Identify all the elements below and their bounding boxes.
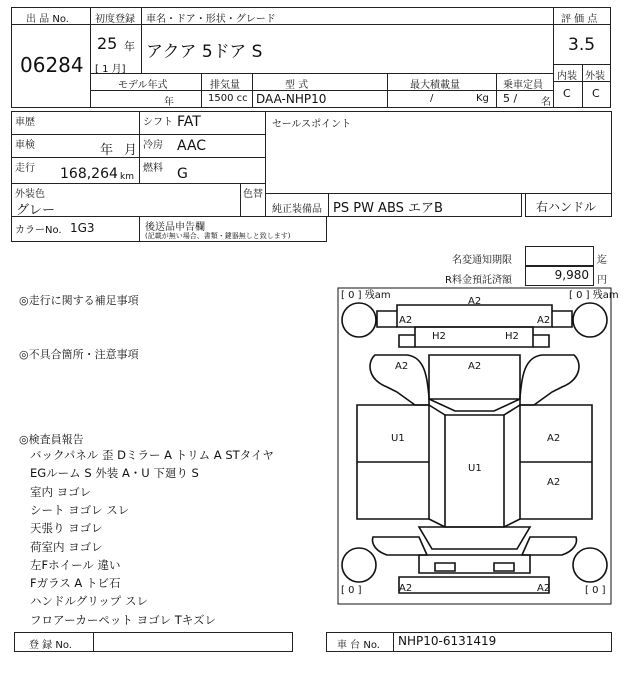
exterior-label-cell <box>582 64 611 82</box>
exterior-cell <box>582 81 611 108</box>
color-no: 1G3 <box>70 221 95 235</box>
rear-bumper <box>397 305 552 327</box>
reg-cell <box>93 632 293 652</box>
tire-label-rl: [ 0 ] 残am <box>341 290 391 301</box>
model-type: DAA-NHP10 <box>256 92 327 106</box>
max-load-unit: Kg <box>476 93 489 104</box>
mileage: 168,264 <box>60 166 118 182</box>
mark-right-front: A2 <box>547 433 561 444</box>
capacity-unit: 名 <box>541 97 551 108</box>
fuel-cell <box>139 157 266 184</box>
grade: 3.5 <box>568 35 596 55</box>
recycle: 9,980 <box>554 268 589 282</box>
chassis-no: NHP10-6131419 <box>398 634 497 648</box>
remark-line: Fガラス A トビ石 <box>30 576 121 591</box>
car-name-label: 車名・ドア・形状・グレード <box>146 14 276 25</box>
lot-no-cell <box>11 24 91 108</box>
rear-left-lamp <box>377 311 397 327</box>
reg-label: 登 録 No. <box>29 640 72 651</box>
capacity-cell <box>496 90 554 108</box>
equipment-label-cell <box>265 193 329 217</box>
mark-h2-right: H2 <box>505 331 519 342</box>
equipment-cell <box>328 193 522 217</box>
model-year-unit: 年 <box>164 97 174 108</box>
exterior-label: 外装 <box>585 71 605 82</box>
color-no-label: カラーNo. <box>15 225 62 236</box>
name-change-label: 名変通知期限 <box>452 255 512 266</box>
grade-cell <box>553 24 611 65</box>
first-reg-label-cell <box>90 7 142 25</box>
mark-rear-right: A2 <box>537 315 551 326</box>
interior-label: 内装 <box>557 71 577 82</box>
remark-line: 左Fホイール 違い <box>30 557 121 572</box>
shift: FAT <box>177 114 201 130</box>
lot-no-label-cell <box>11 7 91 25</box>
history-label: 車歴 <box>15 117 35 128</box>
tire-front-left <box>342 548 376 582</box>
max-load-cell <box>387 90 497 108</box>
color: グレー <box>16 203 56 218</box>
doc-note: (記載が無い場合、書類・鍵器無しと致します) <box>145 232 291 240</box>
tire-front-right <box>573 548 607 582</box>
lot-no-label: 出 品 No. <box>26 14 69 25</box>
lot-no: 06284 <box>20 53 84 77</box>
front-left-fender <box>373 537 427 555</box>
mark-right-rear: A2 <box>547 477 561 488</box>
tire-rear-left <box>342 303 376 337</box>
interior-label-cell <box>553 64 583 82</box>
remark-line: バックパネル 歪 Dミラー A トリム A STタイヤ <box>30 448 274 462</box>
defect-notes-label: ◎不具合箇所・注意事項 <box>19 348 139 361</box>
grade-label-cell <box>553 7 611 25</box>
first-reg-cell <box>90 24 142 74</box>
windshield <box>419 527 530 549</box>
sales-point-cell <box>265 111 612 194</box>
name-change-field <box>525 246 594 266</box>
first-reg-label: 初度登録 <box>95 14 135 25</box>
mileage-cell <box>11 157 140 184</box>
ac-cell <box>139 134 266 158</box>
tire-label-fr: [ 0 ] <box>585 585 606 596</box>
sales-point-label: セールスポイント <box>272 119 352 130</box>
remark-line: EGルーム S 外装 A・U 下廻り S <box>30 466 199 481</box>
repaint-cell <box>240 183 266 217</box>
equipment: PS PW ABS エアB <box>333 201 443 216</box>
remark-line: シート ヨゴレ スレ <box>30 502 130 517</box>
chassis-label-cell <box>326 632 394 652</box>
reg-label-cell <box>14 632 94 652</box>
max-load-label: 最大積載量 <box>410 80 460 91</box>
capacity-label: 乗車定員 <box>503 80 543 91</box>
diagram-labels <box>341 289 619 596</box>
fuel-label: 燃料 <box>143 163 163 174</box>
car-name-cell <box>141 24 554 74</box>
fuel: G <box>177 166 188 182</box>
displacement-label: 排気量 <box>210 80 240 91</box>
doc-label: 後送品申告欄 <box>145 222 205 233</box>
remark-line: 荷室内 ヨゴレ <box>30 539 103 554</box>
name-change-unit: 迄 <box>597 255 607 266</box>
inspection-label: 車検 <box>15 140 35 151</box>
recycle-label: R料金預託済額 <box>445 275 512 286</box>
mark-upper-center: A2 <box>468 361 482 372</box>
mark-left-door: U1 <box>391 433 405 444</box>
mark-h2-left: H2 <box>432 331 446 342</box>
capacity: 5 / <box>503 92 518 105</box>
steering-cell <box>525 193 612 217</box>
first-reg-year-unit: 年 <box>124 40 135 53</box>
displacement: 1500 cc <box>208 93 248 104</box>
color-cell <box>11 183 241 217</box>
mark-upper-left: A2 <box>395 361 409 372</box>
history-cell <box>11 111 140 135</box>
steering: 右ハンドル <box>536 200 597 214</box>
mileage-label: 走行 <box>15 163 35 174</box>
driving-notes-label: ◎走行に関する補足事項 <box>19 294 139 307</box>
ac-label: 冷房 <box>143 140 163 151</box>
exterior-grade: C <box>592 87 600 100</box>
front-right-fender <box>522 537 576 555</box>
shift-cell <box>139 111 266 135</box>
mark-rear-left: A2 <box>399 315 413 326</box>
first-reg-year: 25 <box>97 34 118 53</box>
diagram-border <box>338 288 611 604</box>
condition-diagram <box>337 287 619 605</box>
type-label: 型 式 <box>285 80 309 91</box>
ac: AAC <box>177 138 207 154</box>
front-bumper <box>399 577 549 593</box>
repaint-label: 色替 <box>243 189 263 200</box>
color-no-cell <box>11 216 140 242</box>
first-reg-month: [ 1 月] <box>95 64 126 75</box>
inspection-year: 年 <box>100 143 114 158</box>
interior-grade: C <box>563 87 571 100</box>
mileage-unit: km <box>120 172 134 182</box>
rear-right-lamp <box>552 311 572 327</box>
remark-line: 天張り ヨゴレ <box>30 521 103 536</box>
model-year-label: モデル年式 <box>118 80 168 91</box>
type-label-cell <box>252 73 388 91</box>
doc-cell <box>139 216 327 242</box>
max-load-label-cell <box>387 73 497 91</box>
model-year-cell <box>90 90 202 108</box>
color-label: 外装色 <box>15 189 45 200</box>
tire-label-rr: [ 0 ] 残am <box>569 290 619 301</box>
model-year-label-cell <box>90 73 202 91</box>
grade-label: 評 価 点 <box>561 14 598 25</box>
chassis-label: 車 台 No. <box>337 640 380 651</box>
displacement-label-cell <box>201 73 253 91</box>
interior-cell <box>553 81 583 108</box>
type-cell <box>252 90 388 108</box>
inspection-month: 月 <box>124 143 138 158</box>
recycle-field <box>525 266 594 286</box>
inspector-report-label: ◎検査員報告 <box>19 433 84 446</box>
car-name-label-cell <box>141 7 554 25</box>
capacity-label-cell <box>496 73 554 91</box>
chassis-cell <box>393 632 612 652</box>
tire-label-fl: [ 0 ] <box>341 585 362 596</box>
remark-line: フロアーカーペット ヨゴレ Tキズレ <box>30 612 217 627</box>
mark-front-right: A2 <box>537 583 551 594</box>
car-name: アクア 5ドア S <box>146 42 263 62</box>
max-load-slash: / <box>430 93 434 104</box>
shift-label: シフト <box>143 117 173 128</box>
equipment-label: 純正装備品 <box>272 204 322 215</box>
rear-right-quarter <box>520 355 579 405</box>
mark-rear-top: A2 <box>468 296 482 307</box>
mark-roof: U1 <box>468 463 482 474</box>
displacement-cell <box>201 90 253 108</box>
tire-rear-right <box>573 303 607 337</box>
inspection-cell <box>11 134 140 158</box>
mark-front-left: A2 <box>399 583 413 594</box>
recycle-unit: 円 <box>597 275 607 286</box>
remark-line: ハンドルグリップ スレ <box>30 594 148 609</box>
remark-line: 室内 ヨゴレ <box>30 484 92 499</box>
